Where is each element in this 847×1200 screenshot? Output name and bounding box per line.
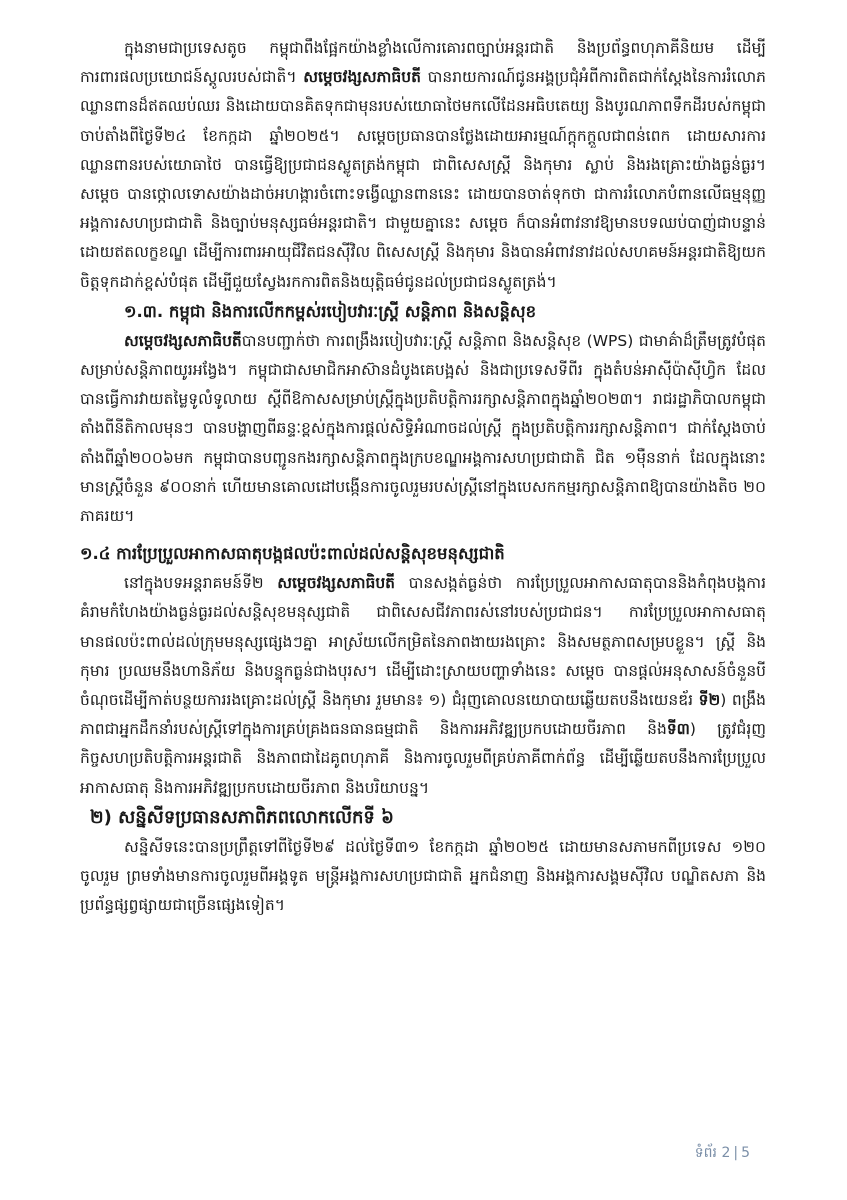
- section-1-4-bold-title: សម្ដេចវង្សសភាធិបតី: [277, 574, 396, 593]
- section-1-3-paragraph: [80, 327, 766, 531]
- page-number: 2: [721, 1145, 731, 1161]
- section-1-4-text-2: បានសង្កត់ធ្ងន់ថា ការប្រែប្រួលអាកាសធាតុបាននិងកំពុងបង្កការគំរាមកំហែងយ៉ាងធ្ងន់ធ្ងរដល់សន្តិសុខមនុស្សជាតិ ជាពិសេសជីវភាពរស់នៅរបស់ប្រជាជន។ ការប្រែប្រួលអាកាសធាតុមានផលប៉ះពាល់ដល់ក្រុមមនុស្សផ្សេងៗគ្នា អាស្រ័យលើកម្រិតនៃភាពងាយរងគ្រោះ និងសមត្ថភាពសម្របខ្លួន។ ស្ត្រី និងកុមារ ប្រឈមនឹងហានិភ័យ និងបន្ទុកធ្ងន់ជាងបុរស។ ដើម្បីដោះស្រាយបញ្ហាទាំងនេះ សម្ដេច បានផ្ដល់អនុសាសន៍ចំនួនបីចំណុចដើម្បីកាត់បន្ថយការរងគ្រោះដល់ស្ត្រី និងកុមារ រួមមាន៖ ១) ជំរុញគោលនយោបាយឆ្លើយតបនឹងយេនឌ័រ: [80, 574, 766, 710]
- intro-text-1: ក្នុងនាមជាប្រទេសតូច កម្ពុជាពឹងផ្អែកយ៉ាងខ្លាំងលើការគោរពច្បាប់អន្តរជាតិ និងប្រព័ន្ធពហុភាគីនិយម ដើម្បីការពារផលប្រយោជន៍ស្ដូលរបស់ជាតិ។: [80, 39, 766, 87]
- intro-text-2: បានរាយការណ៍ជូនអង្គប្រជុំអំពីការពិតជាក់ស្ដែងនៃការរំលោភឈ្លានពានដ៏ឥតឈប់ឈរ និងដោយបានគិតទុកជាមុនរបស់យោធាថៃមកលើដែនអធិបតេយ្យ និងបូរណភាពទឹកដីរបស់កម្ពុជាចាប់តាំងពីថ្ងៃទី២៤ ខែកក្កដា ឆ្នាំ២០២៥។ សម្ដេចប្រធានបានថ្លែងដោយអារម្មណ៍ក្ដុកក្ដួលជាពន់ពេក ដោយសារការឈ្លានពានរបស់យោធាថៃ បានធ្វើឱ្យប្រជាជនស្លូតត្រង់កម្ពុជា ជាពិសេសស្ត្រី និងកុមារ ស្លាប់ និងរងគ្រោះយ៉ាងធ្ងន់ធ្ងរ។ សម្ដេច បានថ្កោលទោសយ៉ាងដាច់អហង្ការចំពោះទង្វើឈ្លានពាននេះ ដោយបានចាត់ទុកថា ជាការរំលោភបំពានលើធម្មនុញ្ញអង្គការសហប្រជាជាតិ និងច្បាប់មនុស្សធម៌អន្តរជាតិ។ ជាមួយគ្នានេះ សម្ដេច ក៏បានអំពាវនាវឱ្យមានបទឈប់បាញ់ជាបន្ទាន់ ដោយឥតលក្ខខណ្ឌ ដើម្បីការពារអាយុជីវិតជនស៊ីវិល ពិសេសស្ត្រី និងកុមារ និងបានអំពាវនាវដល់សហគមន៍អន្តរជាតិឱ្យយកចិត្តទុកដាក់ខ្ពស់បំផុត ដើម្បីជួយស្វែងរកការពិតនិងយុត្តិធម៌ជូនដល់ប្រជាជនស្លូតត្រង់។: [80, 68, 766, 291]
- section-1-4-heading: ១.៤ ការប្រែប្រួលអាកាសធាតុបង្កផលប៉ះពាល់ដល់សន្តិសុខមនុស្សជាតិ: [80, 544, 505, 564]
- intro-paragraph: [80, 34, 766, 297]
- section-1-3-bold-title: សម្ដេចវង្សសភាធិបតី: [124, 331, 242, 350]
- total-pages: 5: [741, 1145, 750, 1161]
- section-2-paragraph: សន្និសីទនេះបានប្រព្រឹត្តទៅពីថ្ងៃទី២៩ ដល់ថ្ងៃទី៣១ ខែកក្កដា ឆ្នាំ២០២៥ ដោយមានសភាមកពីប្រទេស ១២០ ចូលរួម ព្រមទាំងមានការចូលរួមពីអង្គទូត មន្ត្រីអង្គការសហប្រជាជាតិ អ្នកជំនាញ និងអង្គការសង្គមស៊ីវិល បណ្ឌិតសភា និងប្រព័ន្ធផ្សព្វផ្សាយជាច្រើនផ្សេងទៀត។: [80, 837, 766, 915]
- section-2-heading: ២) សន្និសីទប្រធានសភាពិភពលោកលើកទី ៦: [90, 806, 394, 828]
- page-footer: [695, 1143, 750, 1164]
- section-1-3-heading: ១.៣. កម្ពុជា និងការលើកកម្ពស់របៀបវារៈស្ត្រី សន្តិភាព និងសន្តិសុខ: [124, 301, 537, 321]
- section-1-4-text-4: ) ត្រូវជំរុញកិច្ចសហប្រតិបត្តិការអន្តរជាតិ និងភាពជាដៃគូពហុភាគី និងការចូលរួមពីគ្រប់ភាគីពាក់ព័ន្ធ ដើម្បីឆ្លើយតបនឹងការប្រែប្រួលអាកាសធាតុ និងការអភិវឌ្ឍប្រកបដោយចីរភាព និងបរិយាបន្ន។: [80, 720, 766, 797]
- section-1-4-text-1: នៅក្នុងបទអន្តរាគមន៍ទី២: [124, 574, 278, 593]
- section-1-4-paragraph: [80, 569, 766, 803]
- page-separator: |: [733, 1145, 739, 1161]
- section-1-3-text: បានបញ្ជាក់ថា ការពង្រឹងរបៀបវារៈស្ត្រី សន្តិភាព និងសន្តិសុខ (WPS) ជាមាគ៌ាដ៏ត្រឹមត្រូវបំផុតសម្រាប់សន្តិភាពយូរអង្វែង។ កម្ពុជាជាសមាជិកអាស៊ានដំបូងគេបង្អស់ និងជាប្រទេសទីពីរ ក្នុងតំបន់អាស៊ីប៉ាស៊ីហ្វិក ដែលបានធ្វើការវាយតម្លៃទូលំទូលាយ ស្ដីពីឱកាសសម្រាប់ស្ត្រីក្នុងប្រតិបត្តិការរក្សាសន្តិភាពក្នុងឆ្នាំ២០២៣។ រាជរដ្ឋាភិបាលកម្ពុជាតាំងពីនីតិកាលមុនៗ បានបង្ហាញពីឆន្ទៈខ្ពស់ក្នុងការផ្ដល់សិទ្ធិអំណាចដល់ស្ត្រី ក្នុងប្រតិបត្តិការរក្សាសន្តិភាព។ ជាក់ស្ដែងចាប់តាំងពីឆ្នាំ២០០៦មក កម្ពុជាបានបញ្ជូនកងរក្សាសន្តិភាពក្នុងក្របខណ្ឌអង្គការសហប្រជាជាតិ ជិត ១ម៉ឺននាក់ ដែលក្នុងនោះមានស្ត្រីចំនួន ៩០០នាក់ ហើយមានគោលដៅបង្កើនការចូលរួមរបស់ស្ត្រីនៅក្នុងបេសកកម្មរក្សាសន្តិភាពឱ្យបានយ៉ាងតិច ២០ ភាគរយ។: [80, 331, 766, 526]
- section-1-4-bold-item-3: ទី៣: [666, 720, 690, 739]
- section-1-4-text-3: ) ពង្រឹងភាពជាអ្នកដឹកនាំរបស់ស្ត្រីទៅក្នុងការគ្រប់គ្រងធនធានធម្មជាតិ និងការអភិវឌ្ឍប្រកបដោយចីរភាព និង: [80, 691, 766, 739]
- intro-bold-title: សម្ដេចវង្សសភាធិបតី: [303, 68, 421, 87]
- section-1-4-bold-item-2: ទី២: [698, 691, 721, 710]
- document-page: [80, 34, 766, 920]
- page-label: ទំព័រ: [694, 1145, 717, 1161]
